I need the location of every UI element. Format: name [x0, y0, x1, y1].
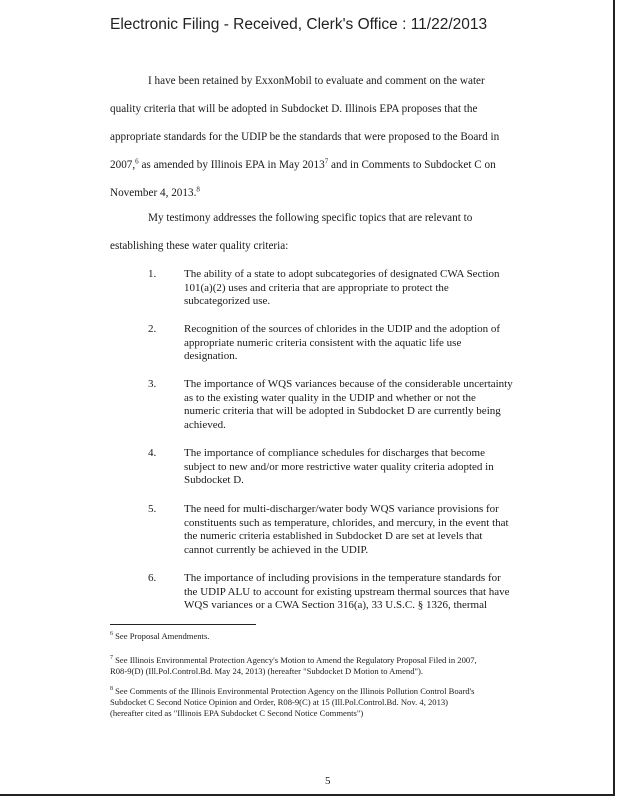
- list-item-number: 6.: [148, 572, 157, 584]
- footnote-ref-7: 7: [324, 157, 329, 166]
- list-item-number: 2.: [148, 323, 157, 335]
- testimony-line: My testimony addresses the following specific topics that are relevant to: [148, 212, 473, 224]
- testimony-paragraph: [110, 204, 530, 260]
- intro-line: I have been retained by ExxonMobil to evaluate and comment on the water: [148, 75, 485, 87]
- list-item-number: 4.: [148, 447, 157, 459]
- list-item-number: 1.: [148, 268, 157, 280]
- footnote-ref-6: 6: [135, 157, 139, 166]
- list-item-text: The need for multi-discharger/water body WQS variance provisions for constituents such as temperature, chlorides, and mercury, in the event that the numeric criteria established in Subdocket D are set at levels that cannot currently be achieved in the UDIP.: [184, 503, 509, 556]
- page-edge-bottom: [0, 794, 615, 796]
- list-item-text: The importance of compliance schedules for discharges that become subject to new and/or more restrictive water quality criteria adopted in Subdocket D.: [184, 447, 494, 486]
- list-item-text: The importance of including provisions in the temperature standards for the UDIP ALU to account for existing upstream thermal sources that have WQS variances or a CWA Section 316(a), 33 U.S.C. § 1326, thermal: [184, 572, 510, 611]
- page-number: 5: [325, 775, 331, 787]
- list-item-text: Recognition of the sources of chlorides in the UDIP and the adoption of appropriate numeric criteria consistent with the aquatic life use designation.: [184, 323, 501, 362]
- list-item-text: The importance of WQS variances because of the considerable uncertainty as to the existing water quality in the UDIP and whether or not the numeric criteria that will be adopted in Subdocket D are currently being achieved.: [184, 378, 513, 431]
- filing-stamp-header: Electronic Filing - Received, Clerk's Office : 11/22/2013: [110, 16, 488, 33]
- testimony-line: establishing these water quality criteria:: [110, 240, 289, 252]
- intro-line: quality criteria that will be adopted in Subdocket D. Illinois EPA proposes that the: [110, 103, 478, 115]
- footnote-8: $^8$ See Comments of the Illinois Environmental Protection Agency on the Illinois Pollution Control Board's Subdocket C Second Notice Opinion and Order, R08-9(C) at 15 (Ill.Pol.Control.Bd. Nov. 4, 2013) (hereafter cited as "Illinois EPA Subdocket C Second Notice Comments"): [110, 686, 475, 718]
- intro-line: November 4, 2013.$^8$: [110, 185, 200, 199]
- page-edge-right: [613, 0, 615, 796]
- list-item-text: The ability of a state to adopt subcategories of designated CWA Section 101(a)(2) uses and criteria that are appropriate to protect the subcategorized use.: [184, 268, 500, 307]
- footnote-separator: [110, 624, 256, 625]
- footnote-7: $^7$ See Illinois Environmental Protection Agency's Motion to Amend the Regulatory Proposal Filed in 2007, R08-9(D) (Ill.Pol.Control.Bd. May 24, 2013) (hereafter "Subdocket D Motion to Amend").: [110, 655, 477, 676]
- list-item-number: 3.: [148, 378, 157, 390]
- footnote-6: $^6$ See Proposal Amendments.: [110, 631, 210, 641]
- intro-line: appropriate standards for the UDIP be the standards that were proposed to the Board in: [110, 131, 500, 143]
- intro-line: 2007,$^6$ as amended by Illinois EPA in May 2013$^7$ and in Comments to Subdocket C on: [110, 157, 496, 171]
- list-item-number: 5.: [148, 503, 157, 515]
- footnote-ref-8: 8: [196, 185, 200, 194]
- intro-paragraph: [110, 67, 530, 207]
